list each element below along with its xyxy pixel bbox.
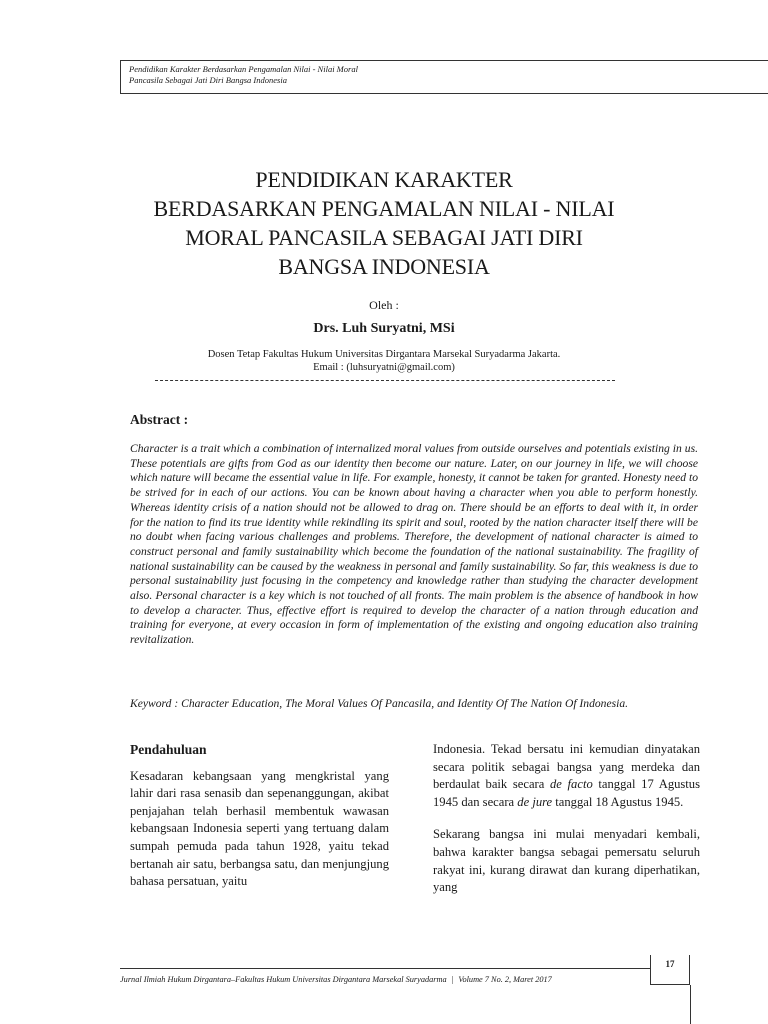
dashed-divider bbox=[155, 380, 615, 381]
journal-name: Jurnal Ilmiah Hukum Dirgantara–Fakultas Hukum Universitas Dirgantara Marsekal Suryadarma bbox=[120, 975, 447, 984]
abstract-heading: Abstract : bbox=[130, 412, 189, 427]
title-line-2: BERDASARKAN PENGAMALAN NILAI - NILAI bbox=[153, 196, 615, 221]
running-head-line-1: Pendidikan Karakter Berdasarkan Pengamalan Nilai - Nilai Moral bbox=[129, 64, 358, 74]
italic-term-de-jure: de jure bbox=[517, 794, 553, 809]
journal-volume: Volume 7 No. 2, Maret 2017 bbox=[458, 975, 552, 984]
running-head bbox=[120, 60, 768, 94]
footer-rule bbox=[120, 968, 650, 969]
abstract-body: Character is a trait which a combination of internalized moral values from outside ourselves and potentials existing in us. These potentials are gifts from God as our identity then become our nature. Later, on our journey in life, we will choose which nature will became the essential value in life. For example, honesty, it cannot be taken for granted. Honesty need to be strived for in each of our actions. You can be known about having a character when you able to perform honestly. Whereas identity crisis of a nation should not be allowed to drag on. There should be an efforts to deal with it, in order for the nation to find its true identity while rekindling its spirit and soul, rooted by the nation character itself there will be no doubt when facing various challenges and problems. Therefore, the development of national character is aimed to construct personal and family sustainability which become the foundation of the national sustainability. The fragility of national sustainability can be caused by the weakness in personal and family sustainability. So far, this weakness is due to personal sustainability just focusing in the competency and knowledge rather than studying the character development also. Personal character is a key which is not touched of all fronts. The main problem is the absence of handbook in how to develop a character. Thus, effective effort is required to develop the character of a nation through education and training for everyone, at every occasion in form of implementation of the existing and ongoing education also training revitalization. bbox=[130, 442, 698, 647]
paragraph: Kesadaran kebangsaan yang mengkristal yang lahir dari rasa senasib dan sepenanggungan, akibat penjajahan telah berhasil membentuk wawasan kebangsaan Indonesia seperti yang tertuang dalam sumpah pemuda pada tahun 1928, yaitu tekad bertanah air satu, berbangsa satu, dan menjungjung bahasa persatuan, yaitu bbox=[130, 768, 389, 889]
text-run: tanggal 18 Agustus 1945. bbox=[552, 794, 684, 809]
author-affiliation bbox=[0, 348, 768, 374]
paragraph bbox=[433, 741, 700, 811]
page-box-rule bbox=[690, 985, 691, 1024]
left-column bbox=[130, 741, 389, 906]
paper-title bbox=[120, 165, 648, 281]
title-line-4: BANGSA INDONESIA bbox=[278, 254, 490, 279]
right-column bbox=[433, 741, 700, 912]
footer-separator: | bbox=[451, 975, 454, 984]
italic-term-de-facto: de facto bbox=[550, 777, 593, 792]
text-run: tanggal 17 Agustus 1945 dan secara bbox=[433, 777, 701, 809]
affiliation-text: Dosen Tetap Fakultas Hukum Universitas Dirgantara Marsekal Suryadarma Jakarta. bbox=[207, 349, 561, 360]
running-head-line-2: Pancasila Sebagai Jati Diri Bangsa Indonesia bbox=[129, 75, 287, 85]
text-run: Indonesia. Tekad bersatu ini kemudian dinyatakan secara politik sebagai bangsa yang merdeka dan berdaulat baik secara bbox=[433, 742, 700, 792]
journal-footer bbox=[120, 974, 650, 985]
section-heading-pendahuluan: Pendahuluan bbox=[130, 742, 207, 757]
keywords: Keyword : Character Education, The Moral Values Of Pancasila, and Identity Of The Nation Of Indonesia. bbox=[130, 697, 629, 710]
title-line-3: MORAL PANCASILA SEBAGAI JATI DIRI bbox=[185, 225, 583, 250]
title-line-1: PENDIDIKAN KARAKTER bbox=[255, 167, 513, 192]
page-number: 17 bbox=[650, 955, 690, 985]
oleh-label: Oleh : bbox=[369, 298, 399, 312]
paragraph: Sekarang bangsa ini mulai menyadari kembali, bahwa karakter bangsa sebagai pemersatu seluruh rakyat ini, kurang dirawat dan kurang diperhatikan, yang bbox=[433, 827, 700, 895]
author-name: Drs. Luh Suryatni, MSi bbox=[313, 321, 455, 336]
author-email: Email : (luhsuryatni@gmail.com) bbox=[313, 362, 455, 373]
